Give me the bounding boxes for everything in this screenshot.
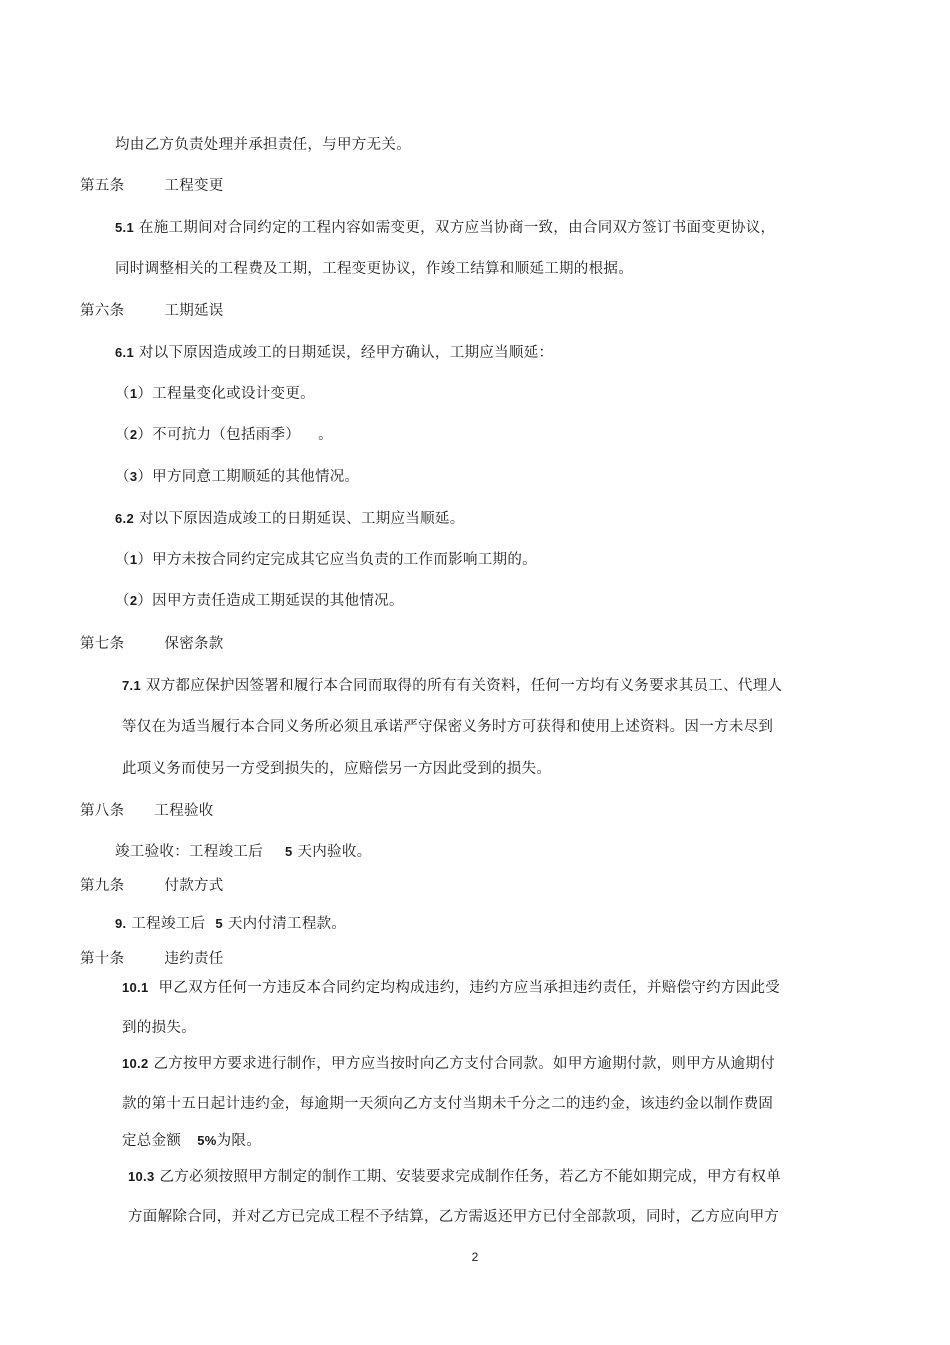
list-item: （1）工程量变化或设计变更。 bbox=[115, 386, 315, 402]
clause-7-1-cont: 此项义务而使另一方受到损失的，应赔偿另一方因此受到的损失。 bbox=[122, 761, 552, 777]
article-5-heading: 第五条 工程变更 bbox=[80, 178, 224, 194]
clause-7-1-cont: 等仅在为适当履行本合同义务所必须且承诺严守保密义务时方可获得和使用上述资料。因一方未尽到 bbox=[122, 719, 774, 735]
clause-5-1-cont: 同时调整相关的工程费及工期，工程变更协议，作竣工结算和顺延工期的根据。 bbox=[115, 261, 633, 277]
clause-6-2: 6.2 对以下原因造成竣工的日期延误、工期应当顺延。 bbox=[115, 511, 465, 527]
article-10-heading: 第十条 违约责任 bbox=[80, 951, 224, 967]
article-8-heading: 第八条 工程验收 bbox=[80, 803, 214, 819]
clause-7-1: 7.1 双方都应保护因签署和履行本合同而取得的所有有关资料，任何一方均有义务要求其员工、代理人 bbox=[122, 678, 783, 694]
clause-5-1: 5.1 在施工期间对合同约定的工程内容如需变更，双方应当协商一致，由合同双方签订书面变更协议， bbox=[115, 220, 776, 236]
clause-6-1: 6.1 对以下原因造成竣工的日期延误，经甲方确认，工期应当顺延： bbox=[115, 345, 554, 361]
article-6-heading: 第六条 工期延误 bbox=[80, 303, 224, 319]
clause-10-3-cont: 方面解除合同，并对乙方已完成工程不予结算，乙方需返还甲方已付全部款项，同时，乙方应向甲方 bbox=[128, 1209, 780, 1225]
clause-9: 9. 工程竣工后 5 天内付清工程款。 bbox=[115, 916, 347, 932]
clause-10-3: 10.3 乙方必须按照甲方制定的制作工期、安装要求完成制作任务，若乙方不能如期完成，甲方有权单 bbox=[128, 1169, 782, 1185]
list-item: （1）甲方未按合同约定完成其它应当负责的工作而影响工期的。 bbox=[115, 552, 537, 568]
article-7-heading: 第七条 保密条款 bbox=[80, 636, 224, 652]
clause-10-2-cont: 款的第十五日起计违约金，每逾期一天须向乙方支付当期未千分之二的违约金，该违约金以制作费固 bbox=[122, 1096, 774, 1112]
clause-10-1-cont: 到的损失。 bbox=[122, 1020, 196, 1036]
clause-8: 竣工验收：工程竣工后 5 天内验收。 bbox=[115, 844, 372, 860]
list-item: （2）因甲方责任造成工期延误的其他情况。 bbox=[115, 593, 404, 609]
page-number: 2 bbox=[471, 1250, 479, 1264]
article-9-heading: 第九条 付款方式 bbox=[80, 878, 224, 894]
clause-10-2-cont: 定总金额 5%为限。 bbox=[122, 1133, 261, 1149]
clause-10-1: 10.1 甲乙双方任何一方违反本合同约定均构成违约，违约方应当承担违约责任，并赔偿守约方因此受 bbox=[122, 980, 781, 996]
list-item: （2）不可抗力（包括雨季） 。 bbox=[115, 427, 333, 443]
paragraph-line: 均由乙方负责处理并承担责任，与甲方无关。 bbox=[115, 137, 411, 153]
clause-10-2: 10.2 乙方按甲方要求进行制作，甲方应当按时向乙方支付合同款。如甲方逾期付款，则甲方从逾期付 bbox=[122, 1056, 776, 1072]
list-item: （3）甲方同意工期顺延的其他情况。 bbox=[115, 469, 360, 485]
